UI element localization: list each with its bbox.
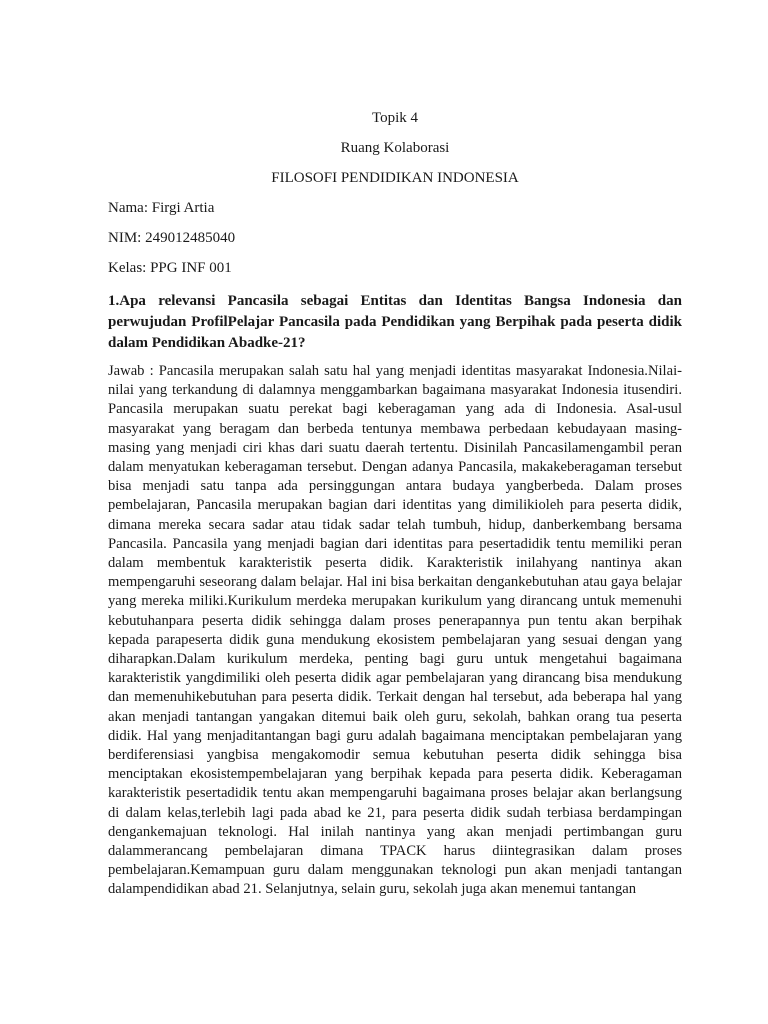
- topic-heading: Topik 4: [371, 110, 419, 126]
- student-class: Kelas: PPG INF 001: [108, 260, 232, 276]
- student-name: Nama: Firgi Artia: [108, 200, 215, 216]
- question-text: 1.Apa relevansi Pancasila sebagai Entitas dan Identitas Bangsa Indonesia dan perwujudan ProfilPelajar Pancasila pada Pendidikan yang Berpihak pada peserta didik dalam Pendidikan Abadke-21?: [108, 293, 682, 351]
- document-title: FILOSOFI PENDIDIKAN INDONESIA: [271, 170, 519, 186]
- student-nim: NIM: 249012485040: [108, 230, 236, 246]
- section-heading: Ruang Kolaborasi: [340, 140, 450, 156]
- answer-paragraph: Jawab : Pancasila merupakan salah satu hal yang menjadi identitas masyarakat Indonesia.Nilai-nilai yang terkandung di dalamnya menggambarkan bagaimana masyarakat Indonesia itusendiri. Pancasila merupakan suatu perekat bagi keberagaman yang ada di Indonesia. Asal-usul masyarakat yang beragam dan berbeda tentunya membawa perbedaan kebudayaan masing-masing yang menjadi ciri khas dari suatu daerah tertentu. Disinilah Pancasilamengambil peran dalam menyatukan keberagaman tersebut. Dengan adanya Pancasila, makakeberagaman tersebut bisa menjadi satu tanpa ada persinggungan antara budaya yangberbeda. Dalam proses pembelajaran, Pancasila merupakan bagian dari identitas yang dimilikioleh para peserta didik, dimana mereka secara sadar atau tidak sadar telah tumbuh, hidup, danberkembang bersama Pancasila. Pancasila yang menjadi bagian dari identitas para pesertadidik tentu memiliki peran dalam membentuk karakteristik peserta didik. Karakteristik inilahyang nantinya akan mempengaruhi seseorang dalam belajar. Hal ini bisa berkaitan dengankebutuhan atau gaya belajar yang mereka miliki.Kurikulum merdeka merupakan kurikulum yang dirancang untuk memenuhi kebutuhanpara peserta didik sehingga dalam proses penerapannya pun tentu akan berpihak kepada parapeserta didik guna mendukung ekosistem pembelajaran yang sesuai dengan yang diharapkan.Dalam kurikulum merdeka, penting bagi guru untuk mengetahui bagaimana karakteristik yangdimiliki oleh peserta didik agar pembelajaran yang dirancang bisa mendukung dan memenuhikebutuhan para peserta didik. Terkait dengan hal tersebut, ada beberapa hal yang akan menjadi tantangan yangakan ditemui baik oleh guru, sekolah, bahkan orang tua peserta didik. Hal yang menjaditantangan bagi guru adalah bagaimana menciptakan pembelajaran yang berdiferensiasi yangbisa mengakomodir semua kebutuhan peserta didik sehingga bisa menciptakan ekosistempembelajaran yang berpihak kepada para peserta didik. Keberagaman karakteristik pesertadidik tentu akan mempengaruhi bagaimana proses belajar akan berlangsung di dalam kelas,terlebih lagi pada abad ke 21, para peserta didik sudah terbiasa berdampingan dengankemajuan teknologi. Hal inilah nantinya yang akan menjadi pertimbangan guru dalammerancang pembelajaran dimana TPACK harus diintegrasikan dalam proses pembelajaran.Kemampuan guru dalam menggunakan teknologi pun akan menjadi tantangan dalampendidikan abad 21. Selanjutnya, selain guru, sekolah juga akan menemui tantangan: [108, 363, 682, 898]
